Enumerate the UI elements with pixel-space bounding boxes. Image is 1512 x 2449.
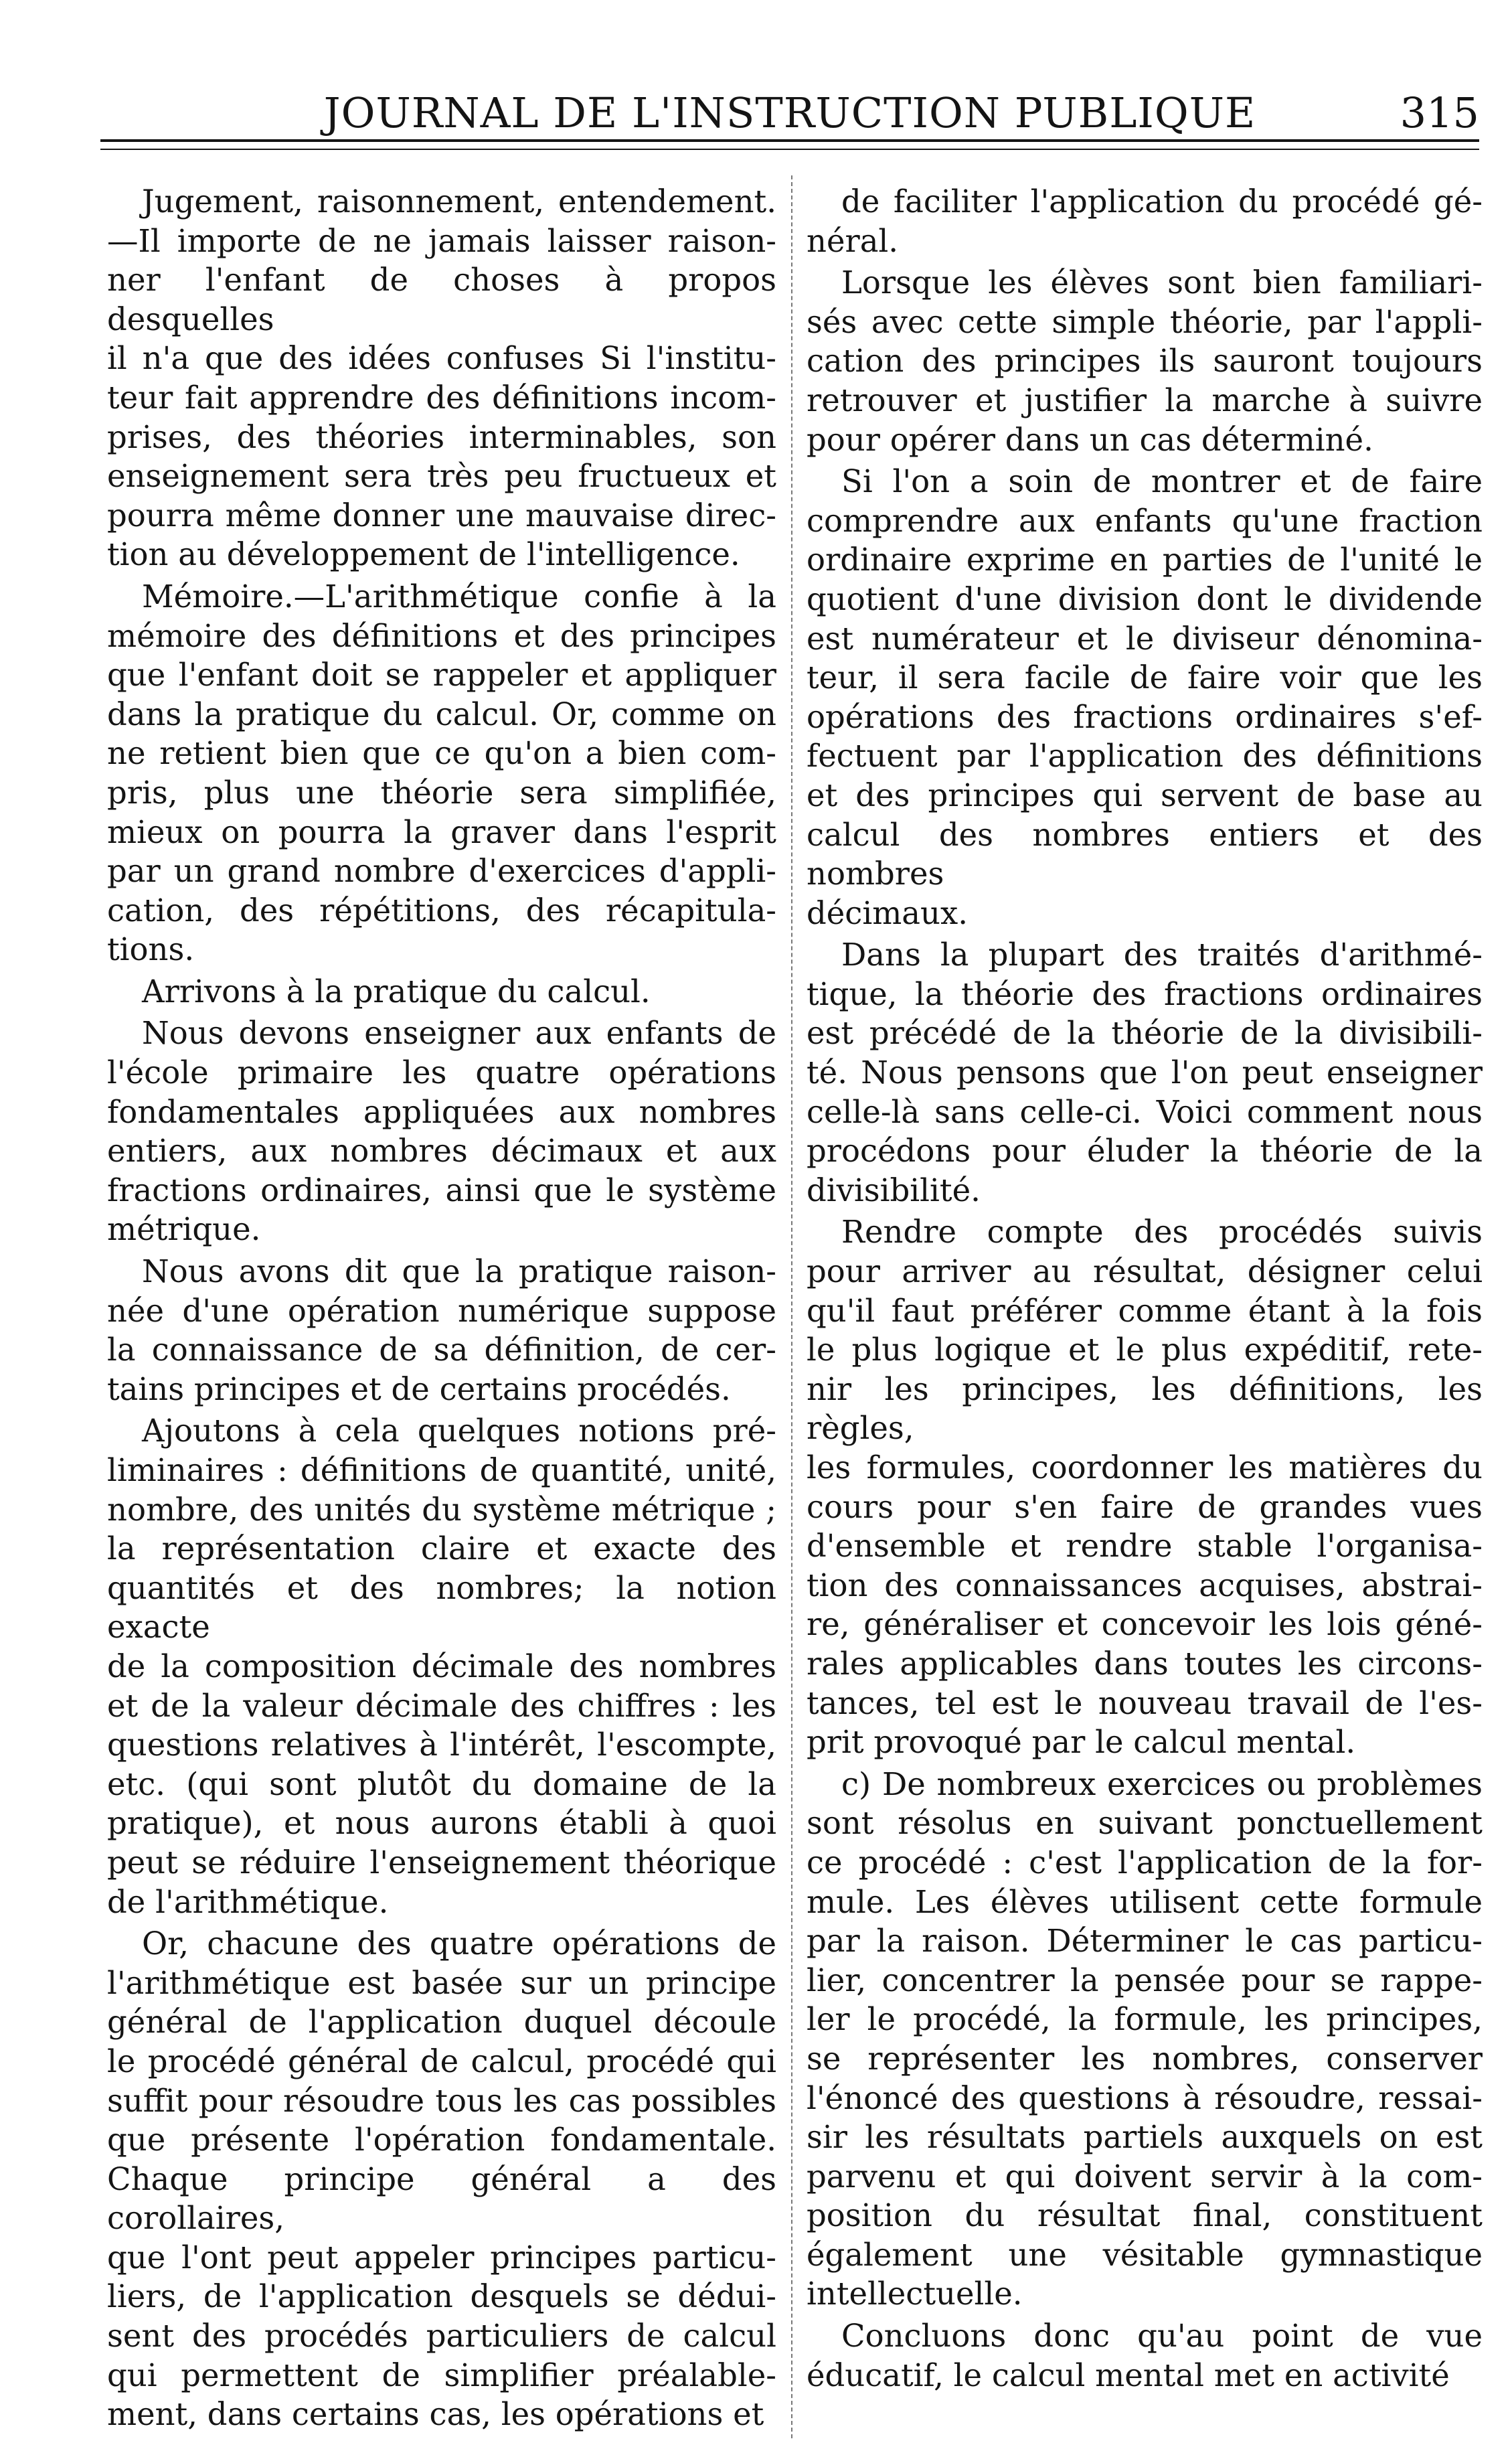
- text-line: lier, concentrer la pensée pour se rappe-: [807, 1962, 1483, 1998]
- text-line: suffit pour résoudre tous les cas possibles: [107, 2082, 776, 2119]
- text-line: ment, dans certains cas, les opérations et: [107, 2396, 764, 2433]
- left-column-paragraph: [107, 1411, 776, 1921]
- text-line: général de l'application duquel découle: [107, 2004, 776, 2041]
- text-line: le plus logique et le plus expéditif, rete-: [807, 1332, 1483, 1368]
- right-column-paragraph: [807, 1765, 1483, 2314]
- text-line: mieux on pourra la graver dans l'esprit: [107, 813, 776, 850]
- text-line: de la composition décimale des nombres: [107, 1648, 776, 1684]
- text-line: par la raison. Déterminer le cas particu-: [807, 1923, 1483, 1960]
- text-line: peut se réduire l'enseignement théorique: [107, 1844, 776, 1881]
- left-column-paragraph: [107, 182, 776, 574]
- right-column-paragraph: [807, 2316, 1483, 2395]
- text-line: métrique.: [107, 1211, 261, 1248]
- text-line: liminaires : définitions de quantité, unité,: [107, 1452, 776, 1488]
- text-line: Ajoutons à cela quelques notions pré-: [142, 1413, 776, 1449]
- left-column-paragraph: [107, 577, 776, 969]
- text-line: quantités et des nombres; la notion exacte: [107, 1569, 776, 1646]
- text-line: tances, tel est le nouveau travail de l'es-: [807, 1684, 1483, 1721]
- text-line: re, généraliser et concevoir les lois géné-: [807, 1606, 1483, 1643]
- text-line: fondamentales appliquées aux nombres: [107, 1093, 776, 1130]
- text-line: Mémoire.—L'arithmétique confie à la: [142, 578, 776, 615]
- text-line: retrouver et justifier la marche à suivre: [807, 382, 1483, 418]
- text-line: fectuent par l'application des définitions: [807, 738, 1483, 775]
- column-divider: [791, 175, 792, 2438]
- text-line: Chaque principe général a des corollaires,: [107, 2160, 776, 2237]
- text-line: tion au développement de l'intelligence.: [107, 536, 740, 573]
- left-column-paragraph: [107, 1014, 776, 1249]
- text-line: dans la pratique du calcul. Or, comme on: [107, 696, 776, 732]
- text-line: également une vésitable gymnastique: [807, 2236, 1483, 2273]
- text-line: ner l'enfant de choses à propos desquelles: [107, 262, 776, 337]
- text-line: Jugement, raisonnement, entendement.: [142, 183, 776, 220]
- text-line: pour opérer dans un cas déterminé.: [807, 421, 1373, 458]
- text-line: d'ensemble et rendre stable l'organisa-: [807, 1528, 1483, 1565]
- text-line: pratique), et nous aurons établi à quoi: [107, 1805, 776, 1842]
- running-header: [100, 80, 1479, 154]
- left-column-paragraph: [107, 1924, 776, 2434]
- text-line: que l'enfant doit se rappeler et appliquer: [107, 657, 776, 694]
- right-column-paragraph: [807, 1212, 1483, 1761]
- text-line: ne retient bien que ce qu'on a bien com-: [107, 735, 776, 772]
- text-line: mémoire des définitions et des principes: [107, 617, 776, 654]
- text-line: tion des connaissances acquises, abstrai-: [807, 1567, 1483, 1603]
- text-line: Si l'on a soin de montrer et de faire: [841, 463, 1483, 500]
- text-line: pour arriver au résultat, désigner celui: [807, 1253, 1483, 1290]
- text-line: l'énoncé des questions à résoudre, ressai-: [807, 2079, 1483, 2116]
- text-line: ce procédé : c'est l'application de la for-: [807, 1844, 1483, 1881]
- text-line: Arrivons à la pratique du calcul.: [142, 973, 651, 1010]
- text-line: mule. Les élèves utilisent cette formule: [807, 1883, 1483, 1920]
- text-line: est numérateur et le diviseur dénomina-: [807, 620, 1483, 657]
- text-line: position du résultat final, constituent: [807, 2197, 1483, 2234]
- right-column-paragraph: [807, 182, 1483, 260]
- text-line: Concluons donc qu'au point de vue: [841, 2318, 1483, 2355]
- text-line: l'école primaire les quatre opérations: [107, 1054, 776, 1091]
- text-line: té. Nous pensons que l'on peut enseigner: [807, 1054, 1483, 1091]
- text-line: par un grand nombre d'exercices d'appli-: [107, 853, 776, 890]
- text-line: celle-là sans celle-ci. Voici comment nous: [807, 1093, 1483, 1130]
- text-line: les formules, coordonner les matières du: [807, 1449, 1483, 1486]
- text-line: prises, des théories interminables, son: [107, 418, 776, 455]
- text-line: sir les résultats partiels auxquels on est: [807, 2119, 1483, 2156]
- text-line: cation, des répétitions, des récapitula-: [107, 892, 776, 929]
- text-line: Or, chacune des quatre opérations de: [142, 1925, 776, 1962]
- text-line: l'arithmétique est basée sur un principe: [107, 1964, 776, 2001]
- right-column-paragraph: [807, 263, 1483, 459]
- text-line: de l'arithmétique.: [107, 1883, 389, 1920]
- text-line: est précédé de la théorie de la divisibili-: [807, 1015, 1483, 1052]
- text-line: que présente l'opération fondamentale.: [107, 2122, 776, 2158]
- text-line: pourra même donner une mauvaise direc-: [107, 497, 776, 534]
- text-line: divisibilité.: [807, 1172, 981, 1208]
- text-line: tains principes et de certains procédés.: [107, 1370, 731, 1407]
- left-column: [107, 182, 776, 2437]
- text-line: ordinaire exprime en parties de l'unité le: [807, 542, 1483, 578]
- text-line: éducatif, le calcul mental met en activité: [807, 2357, 1450, 2393]
- text-line: procédons pour éluder la théorie de la: [807, 1133, 1483, 1170]
- text-line: née d'une opération numérique suppose: [107, 1292, 776, 1329]
- text-line: la représentation claire et exacte des: [107, 1530, 776, 1567]
- text-line: cation des principes ils sauront toujours: [807, 343, 1483, 380]
- text-line: Nous devons enseigner aux enfants de: [142, 1015, 776, 1052]
- header-rule-thick: [100, 139, 1479, 142]
- right-column: [807, 182, 1483, 2397]
- text-line: sés avec cette simple théorie, par l'appli-: [807, 303, 1483, 340]
- text-line: entiers, aux nombres décimaux et aux: [107, 1133, 776, 1170]
- text-line: décimaux.: [807, 894, 968, 931]
- text-line: teur, il sera facile de faire voir que les: [807, 659, 1483, 696]
- text-line: fractions ordinaires, ainsi que le système: [107, 1172, 776, 1208]
- text-line: il n'a que des idées confuses Si l'institu-: [107, 340, 776, 377]
- text-line: se représenter les nombres, conserver: [807, 2040, 1483, 2077]
- journal-title: JOURNAL DE L'INSTRUCTION PUBLIQUE: [323, 88, 1256, 137]
- text-line: quotient d'une division dont le dividende: [807, 580, 1483, 617]
- text-line: prit provoqué par le calcul mental.: [807, 1724, 1356, 1761]
- text-line: comprendre aux enfants qu'une fraction: [807, 502, 1483, 539]
- text-line: etc. (qui sont plutôt du domaine de la: [107, 1765, 776, 1802]
- text-line: Rendre compte des procédés suivis: [841, 1214, 1483, 1251]
- text-line: enseignement sera très peu fructueux et: [107, 458, 776, 495]
- text-line: tions.: [107, 931, 195, 968]
- text-line: ler le procédé, la formule, les principes,: [807, 2001, 1483, 2038]
- text-line: et de la valeur décimale des chiffres : les: [107, 1687, 776, 1724]
- text-line: qu'il faut préférer comme étant à la fois: [807, 1292, 1483, 1329]
- text-line: le procédé général de calcul, procédé qui: [107, 2043, 776, 2079]
- text-line: néral.: [807, 222, 899, 259]
- text-line: questions relatives à l'intérêt, l'escompte,: [107, 1727, 776, 1763]
- text-line: Nous avons dit que la pratique raison-: [142, 1253, 776, 1290]
- text-line: cours pour s'en faire de grandes vues: [807, 1488, 1483, 1525]
- page-number: 315: [1400, 88, 1479, 137]
- text-line: la connaissance de sa définition, de cer-: [107, 1332, 776, 1368]
- text-line: teur fait apprendre des définitions incom-: [107, 379, 776, 416]
- left-column-paragraph: [107, 972, 776, 1012]
- header-rule-thin: [100, 149, 1479, 150]
- text-line: rales applicables dans toutes les circons-: [807, 1645, 1483, 1682]
- text-line: Lorsque les élèves sont bien familiari-: [841, 264, 1483, 301]
- text-line: tique, la théorie des fractions ordinaires: [807, 975, 1483, 1012]
- text-line: sont résolus en suivant ponctuellement: [807, 1805, 1483, 1842]
- text-line: opérations des fractions ordinaires s'ef-: [807, 698, 1483, 735]
- text-line: nombre, des unités du système métrique ;: [107, 1491, 776, 1528]
- text-line: nir les principes, les définitions, les règles,: [807, 1370, 1483, 1447]
- text-line: parvenu et qui doivent servir à la com-: [807, 2158, 1483, 2195]
- left-column-paragraph: [107, 1252, 776, 1409]
- text-line: sent des procédés particuliers de calcul: [107, 2318, 776, 2355]
- text-line: et des principes qui servent de base au: [807, 777, 1483, 813]
- text-line: que l'ont peut appeler principes particu-: [107, 2239, 776, 2276]
- text-line: intellectuelle.: [807, 2276, 1023, 2312]
- text-line: pris, plus une théorie sera simplifiée,: [107, 774, 776, 811]
- right-column-paragraph: [807, 935, 1483, 1210]
- text-line: calcul des nombres entiers et des nombres: [807, 816, 1483, 892]
- text-line: —Il importe de ne jamais laisser raison-: [107, 222, 776, 259]
- text-line: Dans la plupart des traités d'arithmé-: [841, 937, 1483, 973]
- text-line: de faciliter l'application du procédé gé-: [841, 183, 1483, 220]
- text-line: liers, de l'application desquels se dédui-: [107, 2278, 776, 2315]
- text-line: qui permettent de simplifier préalable-: [107, 2357, 776, 2393]
- text-line: c) De nombreux exercices ou problèmes: [841, 1765, 1483, 1802]
- right-column-paragraph: [807, 462, 1483, 933]
